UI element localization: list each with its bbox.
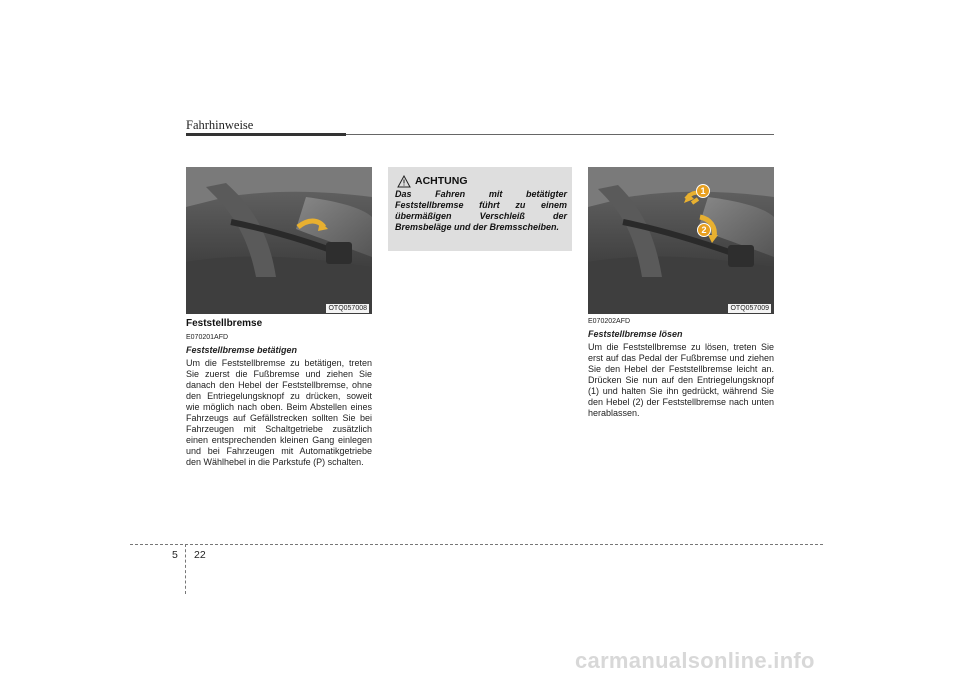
- section-heading: Feststellbremse: [186, 318, 263, 329]
- header-rule-thin: [346, 134, 774, 135]
- body-apply: Um die Feststellbremse zu betätigen, treten Sie zuerst die Fußbremse und ziehen Sie danach den Hebel der Feststellbremse, ohne den Entriegelungsknopf zu drücken, soweit wie möglich nach oben. Beim Abstellen eines Fahrzeugs auf Gefällstrecken sollten Sie bei Fahrzeugen mit Schaltgetriebe zusätzlich einen entsprechenden kleinen Gang einlegen und bei Fahrzeugen mit Automatikgetriebe den Wählhebel in die Parkstufe (P) schalten.: [186, 358, 372, 467]
- header-rule-thick: [186, 133, 346, 136]
- page-number: 22: [194, 549, 206, 561]
- section-code-left: E070201AFD: [186, 334, 229, 341]
- photo-caption-left: OTQ057008: [328, 305, 367, 312]
- photo-parking-brake-release: [588, 167, 774, 314]
- subheading-release: Feststellbremse lösen: [588, 329, 683, 339]
- subheading-apply: Feststellbremse betätigen: [186, 345, 298, 355]
- warning-text: Das Fahren mit betätigter Feststellbremse führt zu einem übermäßigen Verschleiß der Bremsbeläge und der Bremsscheiben.: [395, 189, 567, 232]
- chapter-number: 5: [172, 549, 178, 561]
- label-badge-1: 1: [696, 184, 710, 198]
- warning-triangle-icon: [397, 175, 411, 188]
- footer-vertical-rule: [185, 544, 186, 594]
- label-badge-2: 2: [697, 223, 711, 237]
- page-header-title: Fahrhinweise: [186, 118, 254, 132]
- footer-rule: [130, 544, 823, 545]
- warning-box: [388, 167, 572, 251]
- watermark: carmanualsonline.info: [575, 648, 815, 673]
- warning-title: ACHTUNG: [415, 175, 468, 187]
- body-release: Um die Feststellbremse zu lösen, treten Sie erst auf das Pedal der Fußbremse und ziehen Sie den Hebel der Feststellbremse leicht an. Drücken Sie nun auf den Entriegelungsknopf (1) und halten Sie ihn gedrückt, während Sie den Hebel (2) der Feststellbremse nach unten herablassen.: [588, 342, 774, 418]
- photo-parking-brake-apply: [186, 167, 372, 314]
- photo-caption-right: OTQ057009: [730, 305, 769, 312]
- section-code-right: E070202AFD: [588, 318, 631, 325]
